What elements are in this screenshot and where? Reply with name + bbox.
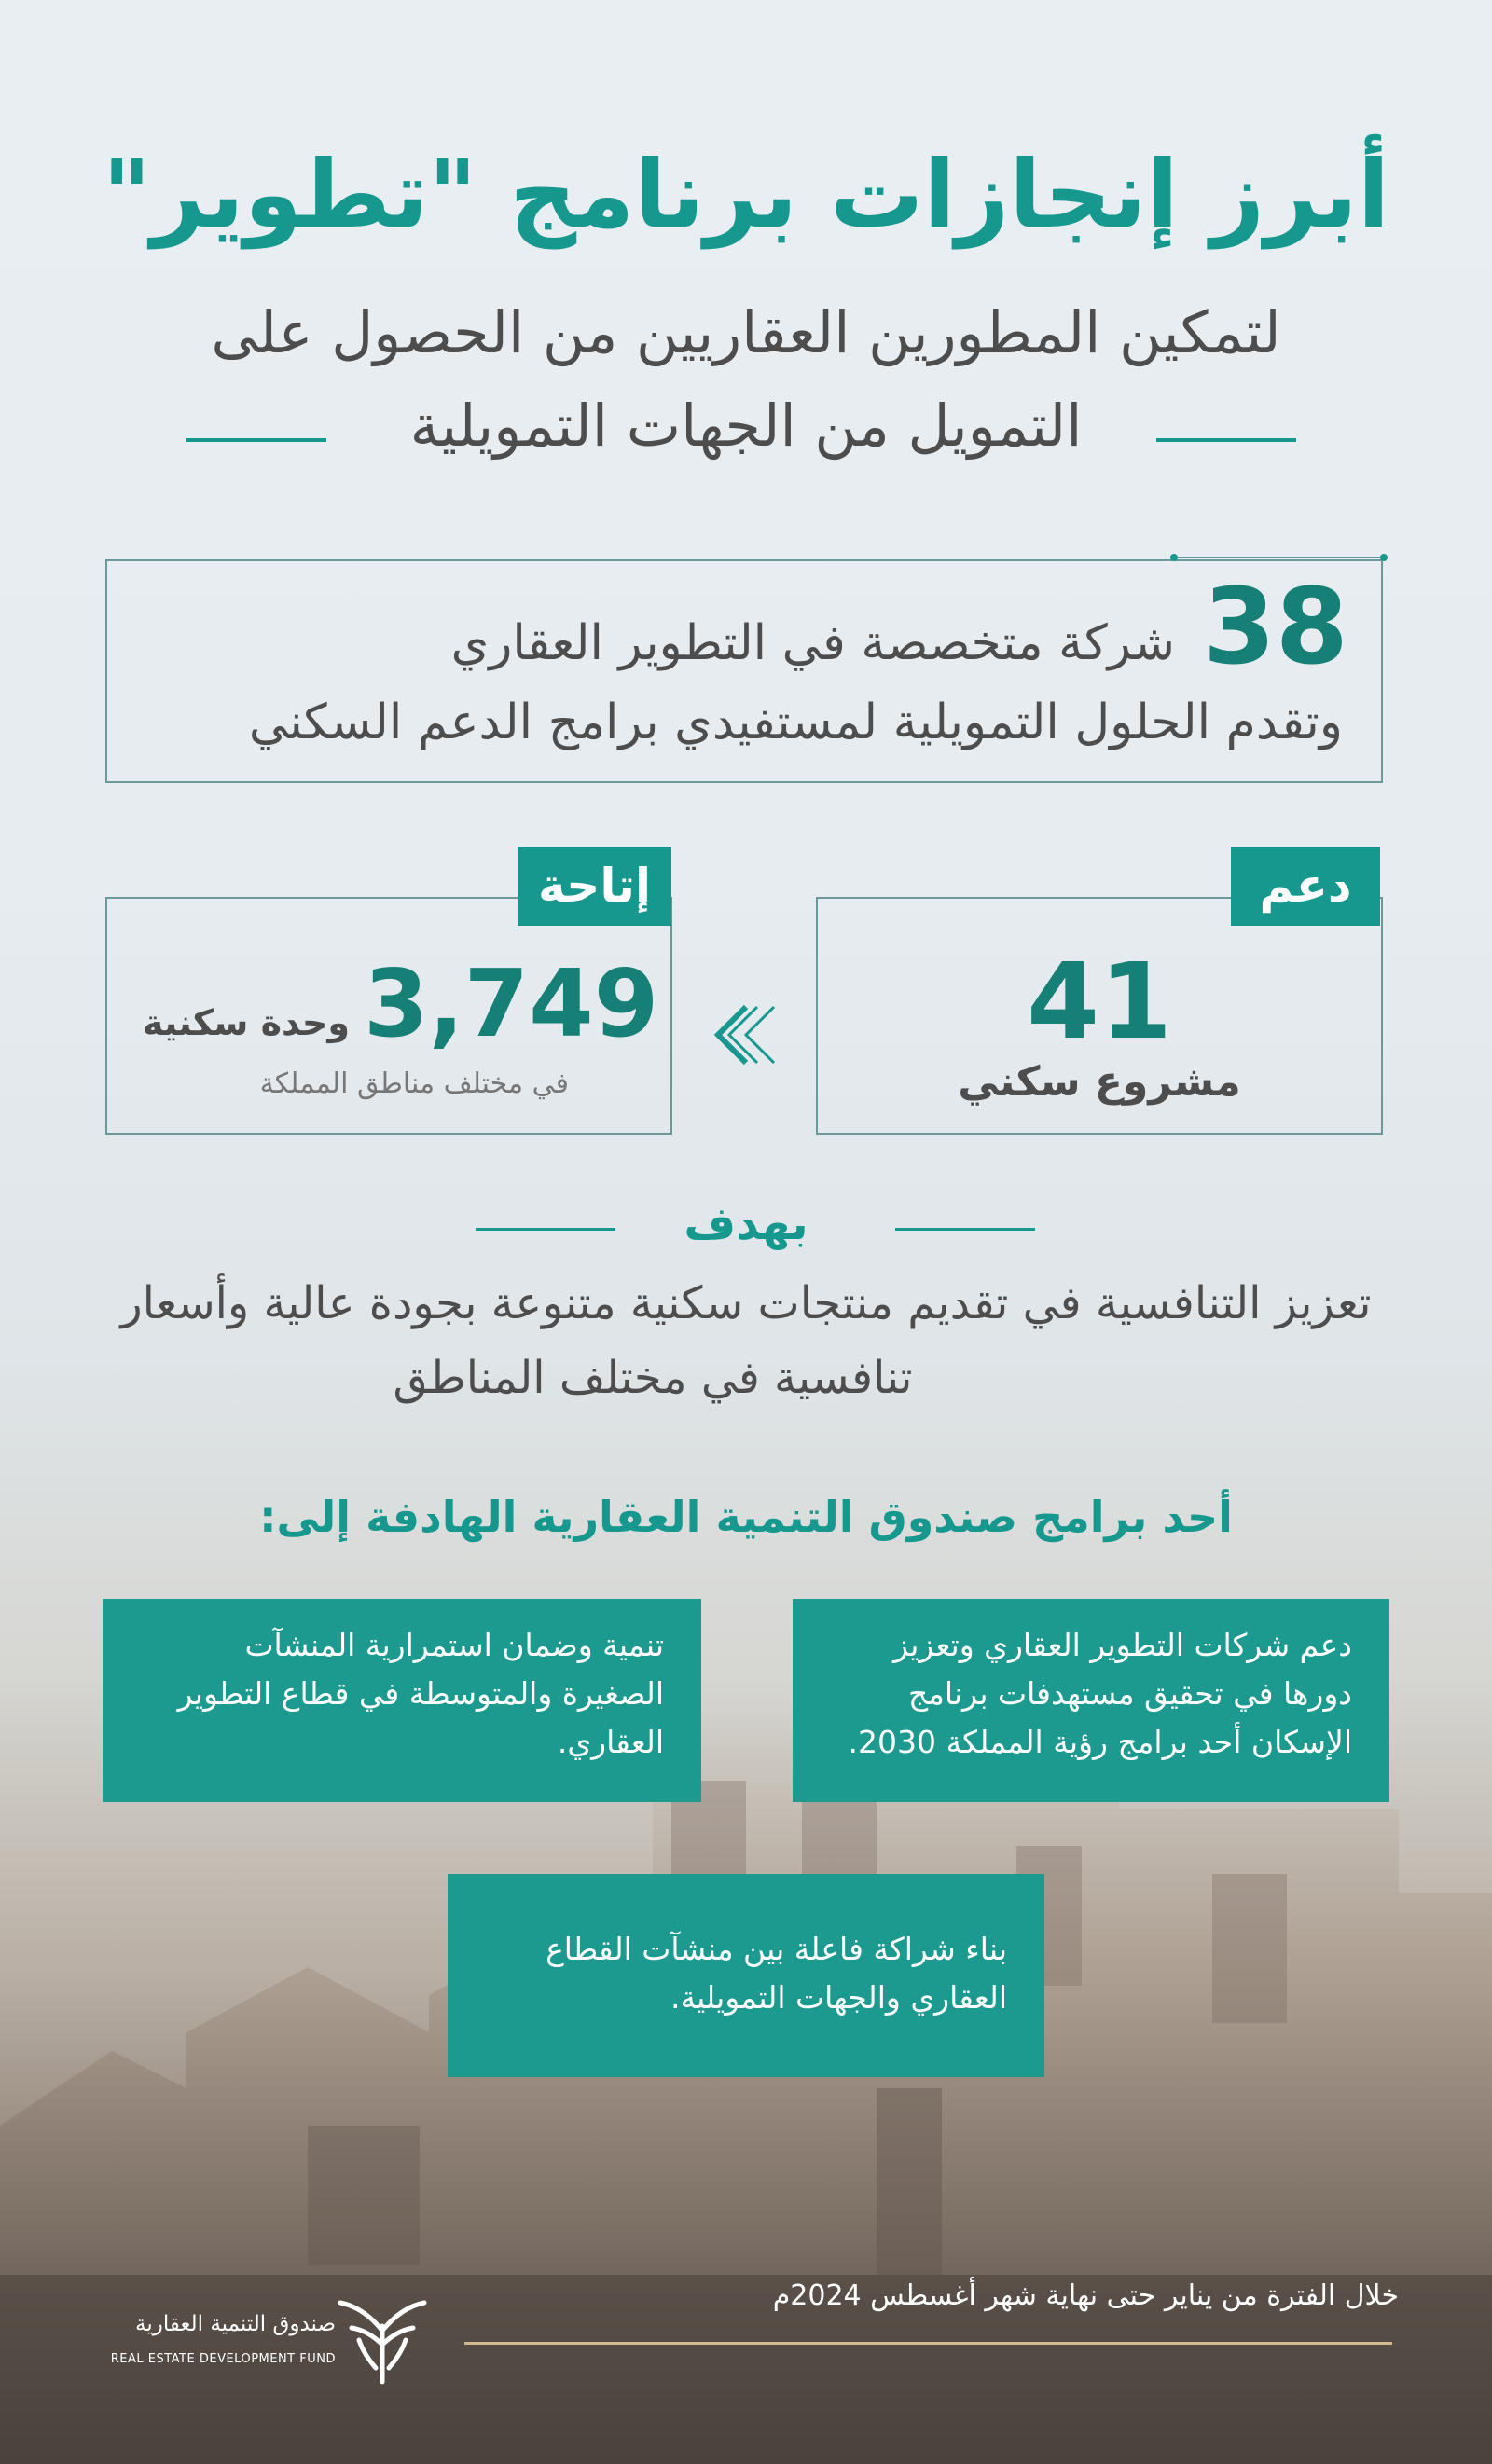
- availability-tab: إتاحة: [518, 847, 671, 926]
- logo-text-english: REAL ESTATE DEVELOPMENT FUND: [110, 2352, 336, 2366]
- subtitle-rule-right: [1156, 438, 1296, 442]
- companies-line-1: شركة متخصصة في التطوير العقاري: [450, 615, 1175, 671]
- fund-logo-icon: [331, 2289, 434, 2391]
- goal-line-1: تعزيز التنافسية في تقديم منتجات سكنية متنوعة بجودة عالية وأسعار: [120, 1277, 1372, 1329]
- subtitle-line-2: التمويل من الجهات التمويلية: [409, 392, 1083, 460]
- box-corner-dot: [1380, 554, 1388, 561]
- objective-box-1: دعم شركات التطوير العقاري وتعزيز دورها في تحقيق مستهدفات برنامج الإسكان أحد برامج رؤية المملكة 2030.: [793, 1599, 1389, 1802]
- availability-sublabel: في مختلف مناطق المملكة: [259, 1067, 569, 1100]
- footer-divider: [464, 2342, 1392, 2345]
- page-title: أبرز إنجازات برنامج "تطوير": [102, 140, 1390, 249]
- goal-line-2: تنافسية في مختلف المناطق: [393, 1352, 913, 1404]
- double-chevron-left-icon: [709, 993, 783, 1077]
- availability-label: وحدة سكنية: [142, 1002, 350, 1043]
- subtitle-line-1: لتمكين المطورين العقاريين من الحصول على: [211, 298, 1281, 366]
- objective-box-3: بناء شراكة فاعلة بين منشآت القطاع العقاري والجهات التمويلية.: [448, 1874, 1044, 2077]
- subtitle-rule-left: [186, 438, 326, 442]
- box-corner-dot: [1170, 554, 1178, 561]
- logo-text-arabic: صندوق التنمية العقارية: [135, 2312, 336, 2336]
- support-label: مشروع سكني: [958, 1058, 1241, 1106]
- availability-value: 3,749: [364, 949, 659, 1058]
- goal-title: بهدف: [684, 1198, 808, 1250]
- footer-period: خلال الفترة من يناير حتى نهاية شهر أغسطس 2024م: [772, 2279, 1399, 2312]
- objective-box-2: تنمية وضمان استمرارية المنشآت الصغيرة والمتوسطة في قطاع التطوير العقاري.: [103, 1599, 701, 1802]
- companies-count: 38: [1203, 567, 1348, 688]
- support-value: 41: [1027, 942, 1172, 1063]
- companies-line-2: وتقدم الحلول التمويلية لمستفيدي برامج الدعم السكني: [248, 695, 1343, 750]
- fund-heading: أحد برامج صندوق التنمية العقارية الهادفة إلى:: [259, 1492, 1233, 1542]
- support-tab: دعم: [1231, 847, 1380, 926]
- box-top-accent: [1178, 557, 1380, 558]
